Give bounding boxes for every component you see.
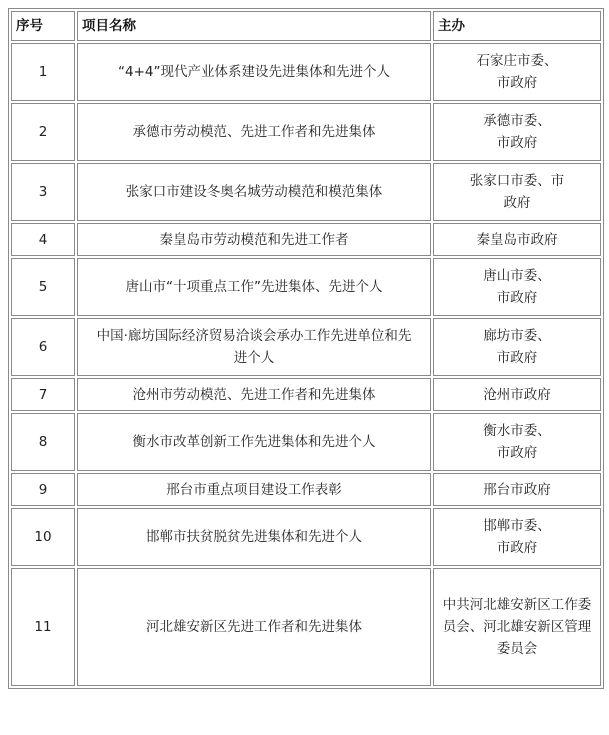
table-row <box>11 568 601 686</box>
project-name: 中国·廊坊国际经济贸易洽谈会承办工作先进单位和先进个人 <box>77 318 431 376</box>
header-project-name: 项目名称 <box>77 11 431 41</box>
host-name: 秦皇岛市政府 <box>433 223 601 256</box>
row-number: 6 <box>11 318 75 376</box>
table-row <box>11 378 601 411</box>
host-name: 石家庄市委、市政府 <box>433 43 601 101</box>
row-number: 5 <box>11 258 75 316</box>
table-row <box>11 103 601 161</box>
project-name: 邢台市重点项目建设工作表彰 <box>77 473 431 506</box>
host-name: 邯郸市委、市政府 <box>433 508 601 566</box>
host-name: 中共河北雄安新区工作委员会、河北雄安新区管理委员会 <box>433 568 601 686</box>
table-row <box>11 223 601 256</box>
row-number: 9 <box>11 473 75 506</box>
host-name: 承德市委、市政府 <box>433 103 601 161</box>
project-name: 承德市劳动模范、先进工作者和先进集体 <box>77 103 431 161</box>
project-name: 邯郸市扶贫脱贫先进集体和先进个人 <box>77 508 431 566</box>
project-name: 沧州市劳动模范、先进工作者和先进集体 <box>77 378 431 411</box>
row-number: 2 <box>11 103 75 161</box>
row-number: 10 <box>11 508 75 566</box>
table-row <box>11 473 601 506</box>
project-name: 唐山市“十项重点工作”先进集体、先进个人 <box>77 258 431 316</box>
awards-table <box>8 8 604 689</box>
row-number: 3 <box>11 163 75 221</box>
table-row <box>11 258 601 316</box>
row-number: 7 <box>11 378 75 411</box>
table-row <box>11 508 601 566</box>
host-name: 沧州市政府 <box>433 378 601 411</box>
project-name: 秦皇岛市劳动模范和先进工作者 <box>77 223 431 256</box>
header-serial-number: 序号 <box>11 11 75 41</box>
project-name: 衡水市改革创新工作先进集体和先进个人 <box>77 413 431 471</box>
host-name: 衡水市委、市政府 <box>433 413 601 471</box>
row-number: 11 <box>11 568 75 686</box>
table-row <box>11 43 601 101</box>
table-header-row <box>11 11 601 41</box>
row-number: 8 <box>11 413 75 471</box>
project-name: 河北雄安新区先进工作者和先进集体 <box>77 568 431 686</box>
table-row <box>11 318 601 376</box>
host-name: 邢台市政府 <box>433 473 601 506</box>
table-row <box>11 163 601 221</box>
table-row <box>11 413 601 471</box>
header-host: 主办 <box>433 11 601 41</box>
project-name: “4+4”现代产业体系建设先进集体和先进个人 <box>77 43 431 101</box>
row-number: 4 <box>11 223 75 256</box>
host-name: 唐山市委、市政府 <box>433 258 601 316</box>
row-number: 1 <box>11 43 75 101</box>
host-name: 张家口市委、市政府 <box>433 163 601 221</box>
project-name: 张家口市建设冬奥名城劳动模范和模范集体 <box>77 163 431 221</box>
host-name: 廊坊市委、市政府 <box>433 318 601 376</box>
